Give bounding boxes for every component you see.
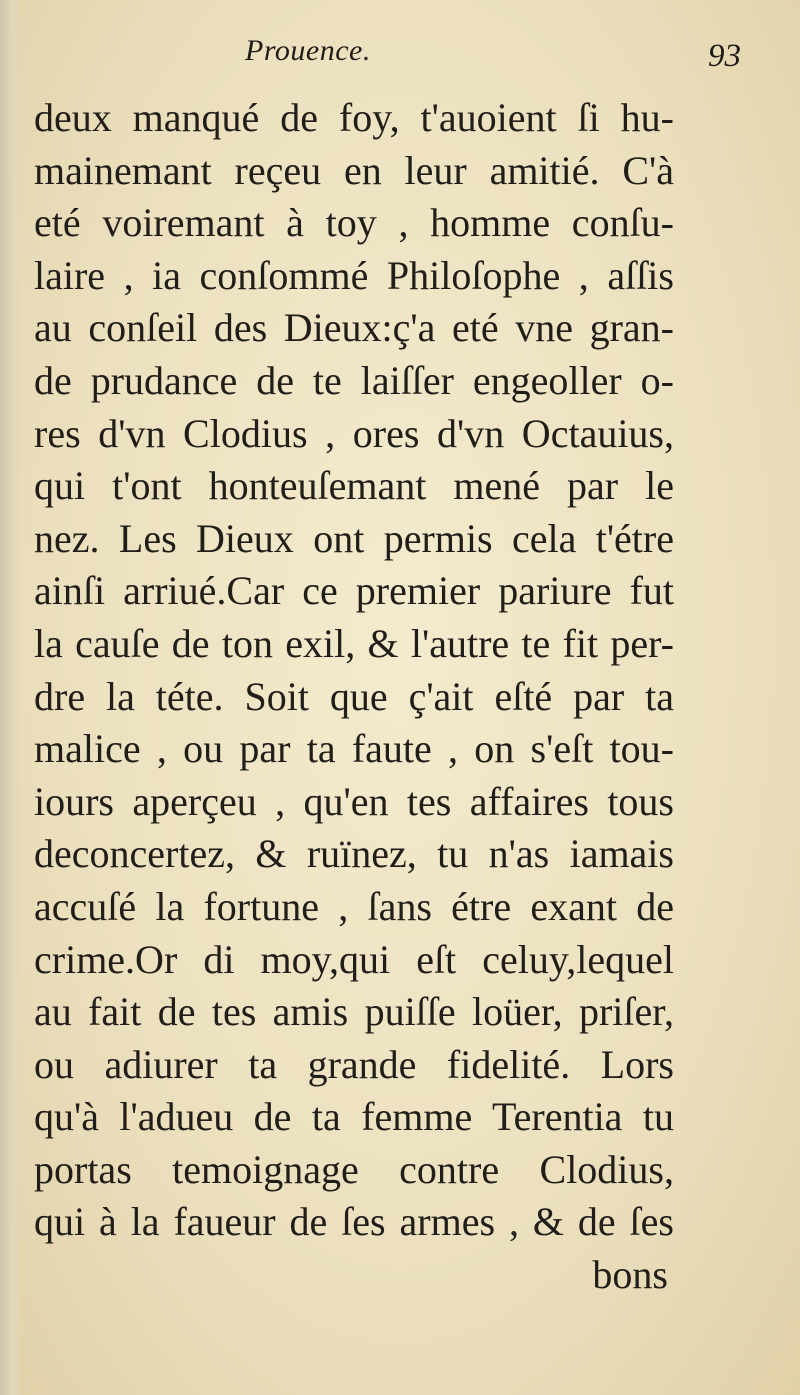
text-line: eté voiremant à toy , homme conſu- (34, 200, 674, 246)
text-line: ainſi arriué.Car ce premier pariure fut (34, 568, 674, 614)
running-head: Prouence. (245, 34, 371, 67)
catchword: bons (592, 1252, 668, 1298)
text-line: ou adiurer ta grande fidelité. Lors (34, 1041, 674, 1087)
text-line: nez. Les Dieux ont permis cela t'étre (34, 515, 674, 561)
text-line: au conſeil des Dieux:ç'a eté vne gran- (34, 305, 674, 351)
text-line: qu'à l'adueu de ta femme Terentia tu (34, 1094, 674, 1140)
text-line: deux manqué de foy, t'auoient ſi hu- (34, 95, 674, 140)
page-gutter (0, 0, 22, 1395)
text-line: au fait de tes amis puiſſe loüer, priſer, (34, 989, 674, 1035)
text-line: laire , ia conſommé Philoſophe , aſſis (34, 252, 674, 298)
text-line: malice , ou par ta faute , on s'eſt tou- (34, 726, 674, 772)
text-line: dre la téte. Soit que ç'ait eſté par ta (34, 673, 674, 719)
body-text (34, 92, 674, 1302)
text-line: de prudance de te laiſſer engeoller o- (34, 357, 674, 403)
text-line: iours aperçeu , qu'en tes affaires tous (34, 778, 674, 824)
text-line: qui à la faueur de ſes armes , & de ſes (34, 1199, 674, 1245)
page-header (0, 34, 800, 86)
text-line: portas temoignage contre Clodius, (34, 1146, 674, 1192)
text-line: qui t'ont honteuſemant mené par le (34, 463, 674, 509)
text-line: mainemant reçeu en leur amitié. C'à (34, 147, 674, 193)
text-line: res d'vn Clodius , ores d'vn Octauius, (34, 410, 674, 456)
text-line: accuſé la fortune , ſans étre exant de (34, 883, 674, 929)
text-line: crime.Or di moy,qui eſt celuy,lequel (34, 936, 674, 982)
text-line: la cauſe de ton exil, & l'autre te fit per- (34, 620, 674, 666)
text-line: deconcertez, & ruïnez, tu n'as iamais (34, 831, 674, 877)
page-number: 93 (708, 38, 741, 74)
